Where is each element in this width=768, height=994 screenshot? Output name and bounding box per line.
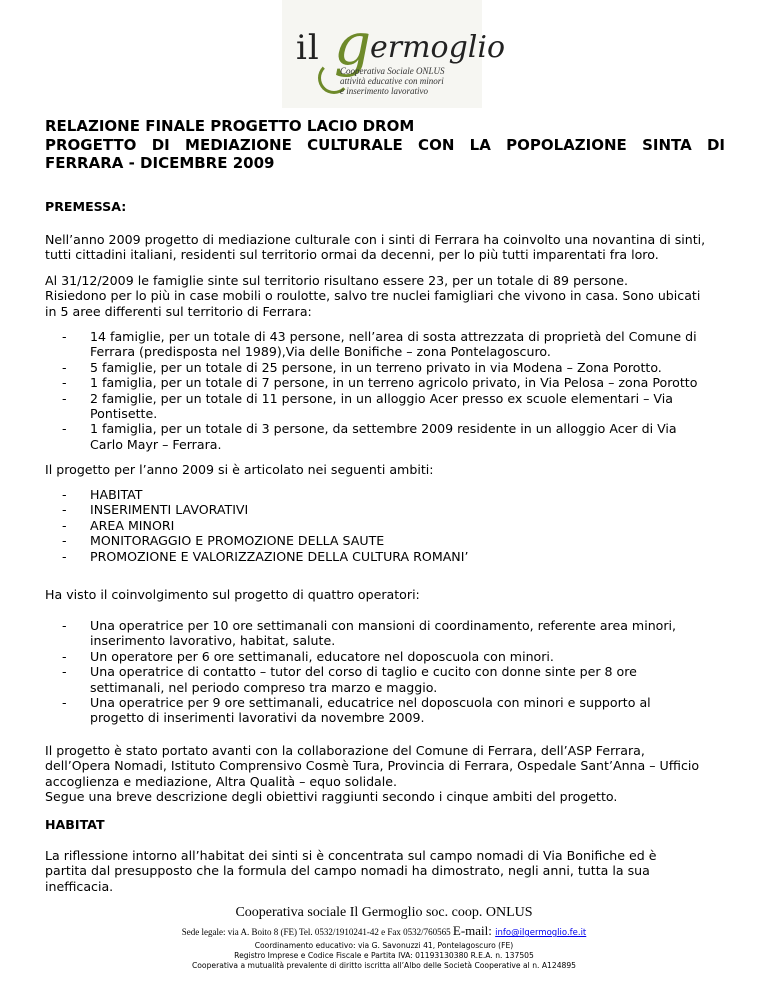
logo-word: ermoglio [370, 30, 506, 65]
areas-list [45, 329, 725, 452]
ambiti-list [45, 487, 725, 564]
paragraph-ambiti: Il progetto per l’anno 2009 si è articolato nei seguenti ambiti: [45, 462, 434, 477]
list-item-line: Una operatrice di contatto – tutor del corso di taglio e cucito con donne sinte per 8 ore [90, 664, 637, 680]
logo-g-letter: g [334, 10, 372, 78]
list-item: - 1 famiglia, per un totale di 7 persone, in un terreno agricolo privato, in Via Pelosa – zona Porotto [45, 375, 725, 390]
list-item: - 14 famiglie, per un totale di 43 persone, nell’area di sosta attrezzata di proprietà del Comune di Ferrara (predisposta nel 1989),Via delle Bonifiche – zona Pontelagoscuro. [45, 329, 725, 360]
list-item-line: 1 famiglia, per un totale di 7 persone, in un terreno agricolo privato, in Via Pelosa – zona Porotto [90, 375, 698, 391]
list-item: - Una operatrice per 10 ore settimanali con mansioni di coordinamento, referente area minori, inserimento lavorativo, habitat, salute. [45, 618, 725, 649]
paragraph-line: Nell’anno 2009 progetto di mediazione culturale con i sinti di Ferrara ha coinvolto una novantina di sinti, [45, 232, 706, 247]
list-item: - 1 famiglia, per un totale di 3 persone, da settembre 2009 residente in un alloggio Acer di Via Carlo Mayr – Ferrara. [45, 421, 725, 452]
logo-sub-line: e inserimento lavorativo [340, 86, 428, 96]
logo-sub-line: Cooperativa Sociale ONLUS [340, 66, 445, 76]
germoglio-logo [282, 0, 506, 108]
logo-il-text: il [296, 28, 320, 68]
logo-subtitle [340, 66, 445, 96]
list-item-line: 14 famiglie, per un totale di 43 persone, nell’area di sosta attrezzata di proprietà del Comune di [90, 329, 697, 344]
list-item: - INSERIMENTI LAVORATIVI [62, 502, 249, 518]
paragraph-collaborazioni [45, 743, 725, 805]
paragraph-line: inefficacia. [45, 878, 114, 894]
list-item-label: INSERIMENTI LAVORATIVI [90, 502, 249, 518]
paragraph-line: La riflessione intorno all’habitat dei sinti si è concentrata sul campo nomadi di Via Bonifiche ed è [45, 848, 657, 863]
footer-email-link[interactable]: info@ilgermoglio.fe.it [495, 928, 587, 938]
list-item-line: Un operatore per 6 ore settimanali, educatore nel doposcuola con minori. [90, 648, 554, 664]
footer-sede: Sede legale: via A. Boito 8 (FE) Tel. 0532/1910241-42 e Fax 0532/760565 [181, 927, 453, 937]
list-item-line: 5 famiglie, per un totale di 25 persone, in un terreno privato in via Modena – Zona Porotto. [90, 359, 662, 375]
paragraph-habitat [45, 848, 725, 894]
footer-contacts [0, 923, 768, 941]
paragraph-intro [45, 232, 725, 263]
list-item-line: progetto di inserimenti lavorativi da novembre 2009. [90, 710, 425, 726]
list-item: - PROMOZIONE E VALORIZZAZIONE DELLA CULTURA ROMANI’ [62, 548, 469, 564]
list-item: - Una operatrice per 9 ore settimanali, educatrice nel doposcuola con minori e supporto al progetto di inserimenti lavorativi da novembre 2009. [45, 695, 725, 726]
paragraph-operatori: Ha visto il coinvolgimento sul progetto di quattro operatori: [45, 587, 420, 602]
list-item-label: HABITAT [90, 487, 143, 502]
logo-sub-line: attività educative con minori [340, 76, 444, 86]
footer-registro: Registro Imprese e Codice Fiscale e Partita IVA: 01193130380 R.E.A. n. 137505 [234, 951, 534, 960]
list-item-line: 1 famiglia, per un totale di 3 persone, da settembre 2009 residente in un alloggio Acer di Via [90, 421, 677, 437]
list-item: - HABITAT [62, 487, 143, 502]
title-line: FERRARA - DICEMBRE 2009 [45, 154, 275, 172]
premessa-heading: PREMESSA: [45, 199, 127, 214]
footer-coordinamento: Coordinamento educativo: via G. Savonuzzi 41, Pontelagoscuro (FE) [254, 941, 514, 950]
list-item-line: Una operatrice per 9 ore settimanali, educatrice nel doposcuola con minori e supporto al [90, 695, 651, 711]
list-item-line: inserimento lavorativo, habitat, salute. [90, 633, 336, 649]
list-item-line: Una operatrice per 10 ore settimanali con mansioni di coordinamento, referente area minori, [90, 618, 677, 633]
list-item: - Un operatore per 6 ore settimanali, educatore nel doposcuola con minori. [45, 649, 725, 664]
list-item-label: PROMOZIONE E VALORIZZAZIONE DELLA CULTURA ROMANI’ [90, 548, 469, 564]
title-line: RELAZIONE FINALE PROGETTO LACIO DROM [45, 117, 415, 135]
footer-albo: Cooperativa a mutualità prevalente di diritto iscritta all’Albo delle Società Cooperative al n. A124895 [191, 961, 577, 970]
list-item: - MONITORAGGIO E PROMOZIONE DELLA SAUTE [62, 533, 385, 549]
list-item: - 2 famiglie, per un totale di 11 persone, in un alloggio Acer presso ex scuole elementari – Via Pontisette. [45, 391, 725, 422]
footer-company-name: Cooperativa sociale Il Germoglio soc. coop. ONLUS [235, 905, 533, 920]
paragraph-line: Risiedono per lo più in case mobili o roulotte, salvo tre nuclei famigliari che vivono in casa. Sono ubicati [45, 288, 701, 304]
paragraph-line: tutti cittadini italiani, residenti sul territorio ormai da decenni, per lo più tutti imparentati fra loro. [45, 247, 659, 263]
habitat-heading: HABITAT [45, 817, 105, 832]
paragraph-line: in 5 aree differenti sul territorio di Ferrara: [45, 303, 312, 319]
list-item-line: 2 famiglie, per un totale di 11 persone, in un alloggio Acer presso ex scuole elementari – Via [90, 390, 673, 406]
title-line: PROGETTO DI MEDIAZIONE CULTURALE CON LA POPOLAZIONE SINTA DI [45, 135, 725, 154]
paragraph-line: Segue una breve descrizione degli obiettivi raggiunti secondo i cinque ambiti del progetto. [45, 789, 618, 805]
paragraph-famiglie [45, 273, 725, 319]
page-footer [0, 904, 768, 971]
paragraph-line: partita dal presupposto che la formula del campo nomadi ha dimostrato, negli anni, tutta la sua [45, 863, 650, 879]
list-item-label: MONITORAGGIO E PROMOZIONE DELLA SAUTE [90, 533, 385, 549]
list-item-line: Carlo Mayr – Ferrara. [90, 436, 222, 452]
paragraph-line: accoglienza e mediazione, Altra Qualità – equo solidale. [45, 773, 398, 789]
footer-email-label: E-mail: [452, 923, 496, 938]
list-item-line: Ferrara (predisposta nel 1989),Via delle Bonifiche – zona Pontelagoscuro. [90, 344, 551, 360]
paragraph-line: Il progetto è stato portato avanti con la collaborazione del Comune di Ferrara, dell’ASP Ferrara, [45, 743, 645, 758]
list-item-label: AREA MINORI [90, 517, 175, 533]
list-item: - Una operatrice di contatto – tutor del corso di taglio e cucito con donne sinte per 8 ore settimanali, nel periodo compreso tra marzo e maggio. [45, 664, 725, 695]
list-item: - 5 famiglie, per un totale di 25 persone, in un terreno privato in via Modena – Zona Porotto. [45, 360, 725, 375]
list-item-line: settimanali, nel periodo compreso tra marzo e maggio. [90, 679, 438, 695]
paragraph-line: dell’Opera Nomadi, Istituto Comprensivo Cosmè Tura, Provincia di Ferrara, Ospedale Sant’Anna – Ufficio [45, 758, 700, 774]
list-item-line: Pontisette. [90, 406, 158, 422]
paragraph-line: Al 31/12/2009 le famiglie sinte sul territorio risultano essere 23, per un totale di 89 persone. [45, 273, 628, 288]
document-title [45, 117, 725, 173]
list-item: - AREA MINORI [62, 517, 175, 533]
operatori-list [45, 618, 725, 726]
